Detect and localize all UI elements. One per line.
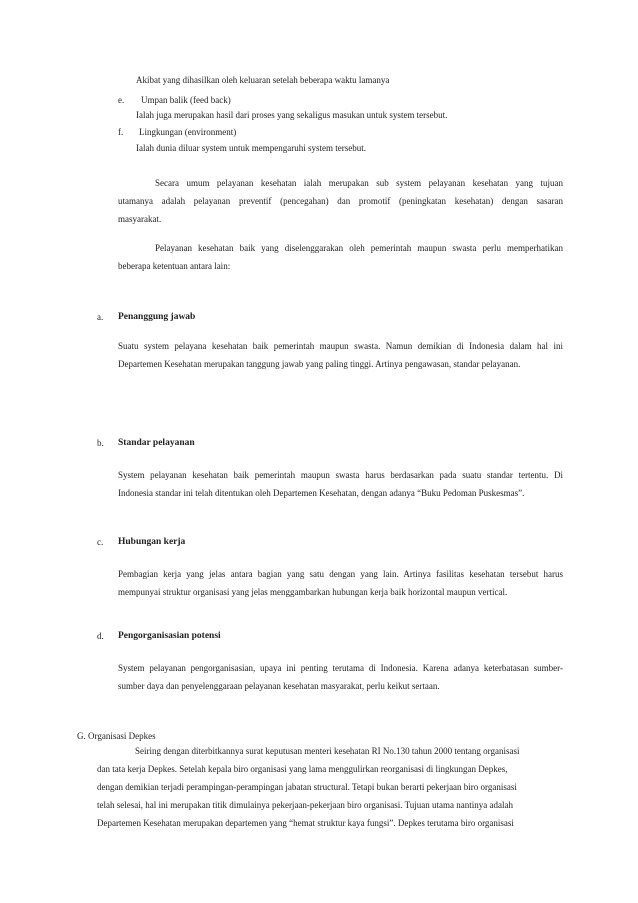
item-b-line-2: Indonesia standar ini telah ditentukan oleh Departemen Kesehatan, dengan adanya “Buku Pedoman Puskesmas”. <box>118 488 525 498</box>
lingkungan-desc: Ialah dunia diluar system untuk mempengaruhi system tersebut. <box>136 143 366 153</box>
akibat-line: Akibat yang dihasilkan oleh keluaran setelah beberapa waktu lamanya <box>136 75 390 85</box>
section-g-line-5: Departemen Kesehatan merupakan departemen yang “hemat struktur kaya fungsi”. Depkes terutama biro organisasi <box>97 818 514 828</box>
para1-line-3: masyarakat. <box>118 214 162 224</box>
item-a-marker: a. <box>97 312 104 322</box>
section-g-line-2: dan tata kerja Depkes. Setelah kepala biro organisasi yang lama menggulirkan reorganisasi di lingkungan Depkes, <box>97 764 508 774</box>
list-marker-f: f. <box>118 127 124 137</box>
para2-line-1: Pelayanan kesehatan baik yang diselenggarakan oleh pemerintah maupun swasta perlu memperhatikan <box>155 243 563 253</box>
para2-line-2: beberapa ketentuan antara lain: <box>118 261 231 271</box>
para1-line-2: utamanya adalah pelayanan preventif (pencegahan) dan promotif (peningkatan kesehatan) dengan sasaran <box>118 196 563 206</box>
section-g-line-4: telah selesai, hal ini merupakan titik dimulainya pekerjaan-pekerjaan biro organisasi. Tujuan utama nantinya adalah <box>97 800 513 810</box>
item-b-line-1: System pelayanan kesehatan baik pemerintah maupun swasta harus berdasarkan pada suatu standar tertentu. Di <box>118 470 563 480</box>
item-d-line-1: System pelayanan pengorganisasian, upaya ini penting terutama di Indonesia. Karena adanya keterbatasan sumber- <box>118 663 563 673</box>
section-g-line-3: dengan demikian terjadi perampingan-perampingan jabatan structural. Tetapi bukan berarti pekerjaan biro organisasi <box>97 782 517 792</box>
item-d-line-2: sumber daya dan penyelenggaraan pelayanan kesehatan masyarakat, perlu keikut sertaan. <box>118 681 440 691</box>
item-c-title: Hubungan kerja <box>118 537 186 547</box>
item-b-title: Standar pelayanan <box>118 438 195 448</box>
umpan-balik-desc: Ialah juga merupakan hasil dari proses yang sekaligus masukan untuk system tersebut. <box>136 110 448 120</box>
section-g-line-1: Seiring dengan diterbitkannya surat keputusan menteri kesehatan RI No.130 tahun 2000 tentang organisasi <box>135 746 520 756</box>
lingkungan-title: Lingkungan (environment) <box>139 127 237 137</box>
para1-line-1: Secara umum pelayanan kesehatan ialah merupakan sub system pelayanan kesehatan yang tujuan <box>155 178 563 188</box>
umpan-balik-title: Umpan balik (feed back) <box>141 95 231 105</box>
item-a-title: Penanggung jawab <box>118 312 196 322</box>
item-a-line-1: Suatu system pelayana kesehatan baik pemerintah maupun swasta. Namun demikian di Indonesia dalam hal ini <box>118 341 563 351</box>
item-c-line-1: Pembagian kerja yang jelas antara bagian yang satu dengan yang lain. Artinya fasilitas kesehatan tersebut harus <box>118 569 563 579</box>
list-marker-e: e. <box>118 95 125 105</box>
item-d-title: Pengorganisasian potensi <box>118 631 221 641</box>
item-a-line-2: Departemen Kesehatan merupakan tanggung jawab yang paling tinggi. Artinya pengawasan, standar pelayanan. <box>118 359 521 369</box>
section-g-heading: G. Organisasi Depkes <box>77 731 156 741</box>
item-d-marker: d. <box>97 631 104 641</box>
item-c-marker: c. <box>97 537 104 547</box>
item-b-marker: b. <box>97 438 104 448</box>
item-c-line-2: mempunyai struktur organisasi yang jelas menggambarkan hubungan kerja baik horizontal maupun vertical. <box>118 587 508 597</box>
